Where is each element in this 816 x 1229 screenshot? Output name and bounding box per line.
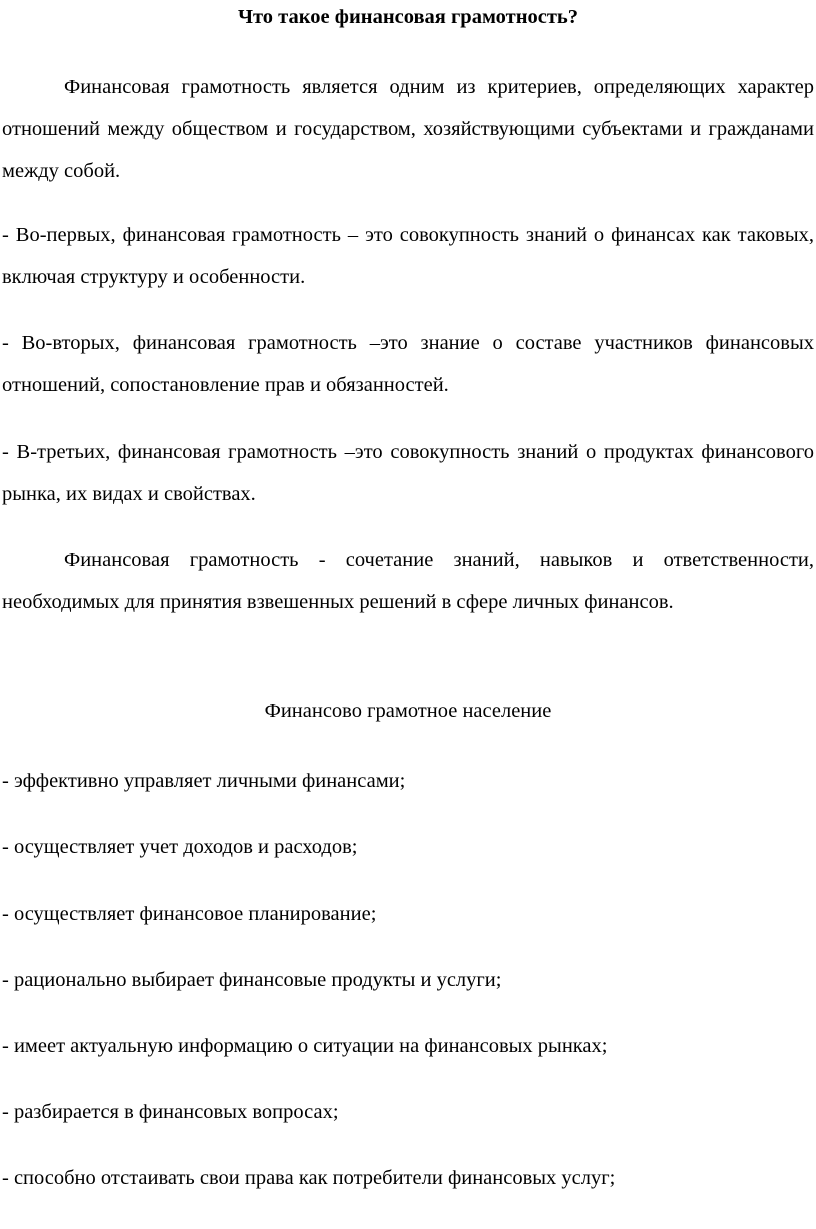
- list-item: - имеет актуальную информацию о ситуации на финансовых рынках;: [2, 1035, 608, 1057]
- population-subheading: Финансово грамотное население: [264, 700, 552, 722]
- page-title: Что такое финансовая грамотность?: [237, 6, 579, 28]
- list-item: - рационально выбирает финансовые продукты и услуги;: [2, 969, 502, 991]
- point-third: - В-третьих, финансовая грамотность –это совокупность знаний о продуктах финансового рынка, их видах и свойствах.: [2, 441, 814, 505]
- list-item: - разбирается в финансовых вопросах;: [2, 1101, 339, 1123]
- list-item: - способно отстаивать свои права как потребители финансовых услуг;: [2, 1167, 616, 1189]
- point-second: - Во-вторых, финансовая грамотность –это знание о составе участников финансовых отношений, сопостановление прав и обязанностей.: [2, 332, 814, 396]
- list-item: - осуществляет учет доходов и расходов;: [2, 836, 358, 858]
- definition-paragraph: Финансовая грамотность - сочетание знаний, навыков и ответственности, необходимых для принятия взвешенных решений в сфере личных финансов.: [2, 549, 814, 613]
- list-item: - осуществляет финансовое планирование;: [2, 903, 377, 925]
- list-item: - эффективно управляет личными финансами;: [2, 770, 406, 792]
- intro-paragraph: Финансовая грамотность является одним из критериев, определяющих характер отношений между обществом и государством, хозяйствующими субъектами и гражданами между собой.: [2, 76, 814, 182]
- point-first: - Во-первых, финансовая грамотность – это совокупность знаний о финансах как таковых, включая структуру и особенности.: [2, 224, 814, 288]
